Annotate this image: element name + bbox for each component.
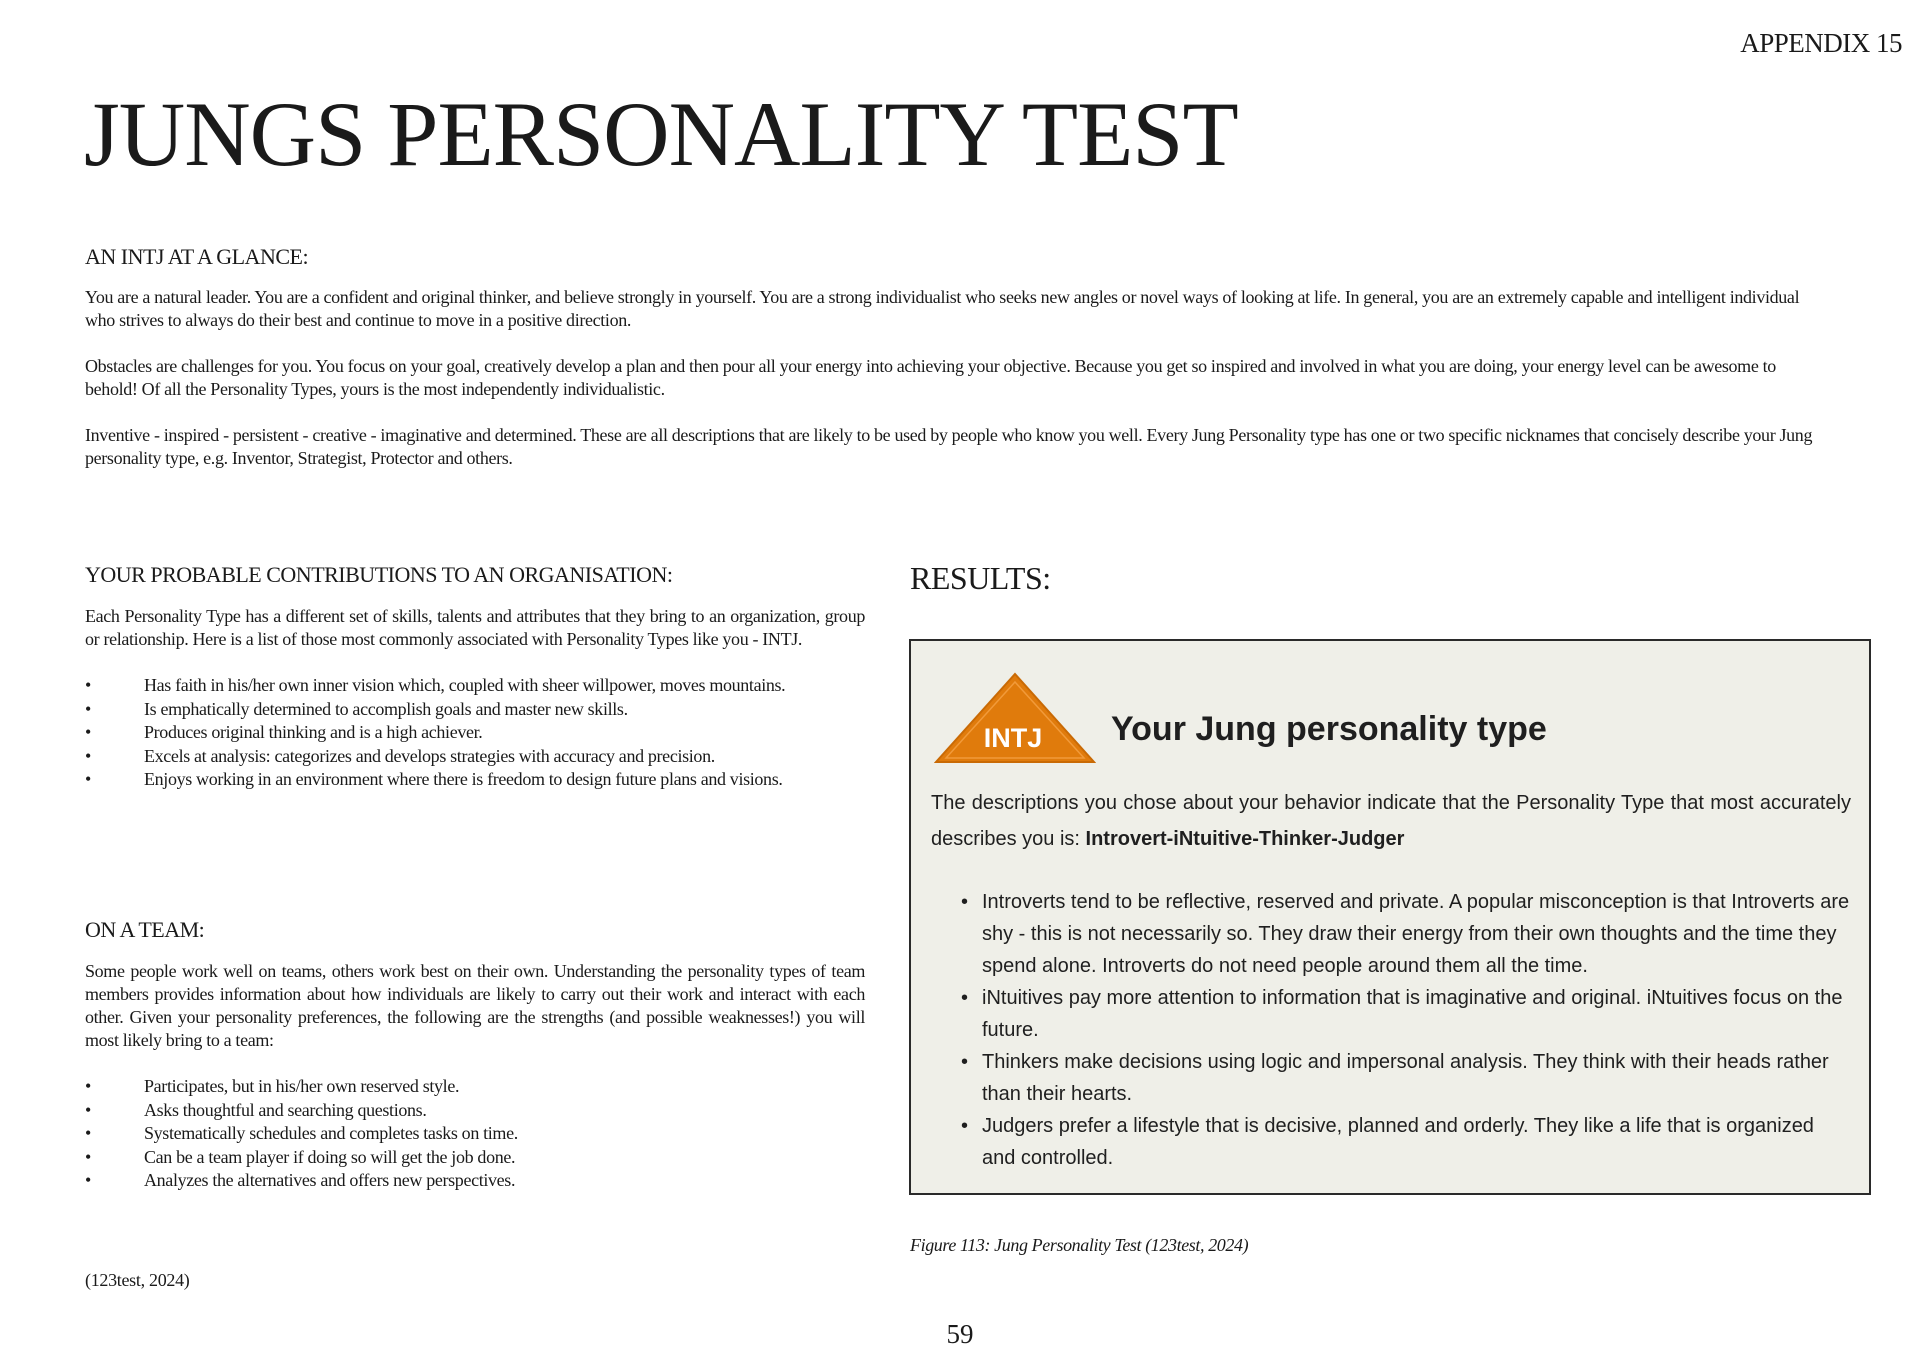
badge-label: INTJ — [983, 723, 1043, 753]
appendix-label: APPENDIX 15 — [1740, 28, 1902, 58]
team-intro: Some people work well on teams, others work best on their own. Understanding the personality types of team members provides information about how individuals are likely to carry out their work and interact with each other. Given your personality preferences, the following are the strengths (and possible weaknesses!) you will most likely bring to a team: — [85, 961, 865, 1050]
list-item: • Judgers prefer a lifestyle that is decisive, planned and orderly. They like a life that is organized and controlled. — [931, 1110, 1851, 1174]
bullet-icon: • — [85, 698, 91, 719]
result-screenshot-card — [909, 639, 1871, 1195]
bullet-icon: • — [85, 1123, 91, 1143]
bullet-icon: • — [85, 1099, 91, 1120]
list-item: • Introverts tend to be reflective, reserved and private. A popular misconception is that Introverts are shy - this is not necessarily so. They draw their energy from their own thoughts and the time they spend alone. Introverts do not need people around them all the time. — [931, 886, 1851, 982]
list-item: • Asks thoughtful and searching questions. — [85, 1099, 865, 1123]
list-item: • iNtuitives pay more attention to information that is imaginative and original. iNtuitives focus on the future. — [931, 982, 1851, 1046]
card-description: The descriptions you chose about your behavior indicate that the Personality Type that most accurately describes you is: Introvert-iNtuitive-Thinker-Judger — [931, 792, 1851, 850]
glance-paragraph-1: You are a natural leader. You are a confident and original thinker, and believe strongly in yourself. You are a strong individualist who seeks new angles or novel ways of looking at life. In general, you are an extremely capable and intelligent individual who strives to always do their best and continue to move in a positive direction. — [85, 287, 1800, 330]
contributions-heading: YOUR PROBABLE CONTRIBUTIONS TO AN ORGANISATION: — [85, 562, 673, 587]
card-list — [931, 886, 1851, 1174]
bullet-icon: • — [85, 1076, 91, 1096]
glance-heading: AN INTJ AT A GLANCE: — [85, 244, 309, 269]
list-item: • Is emphatically determined to accomplish goals and master new skills. — [85, 698, 865, 722]
list-item: • Produces original thinking and is a high achiever. — [85, 721, 865, 745]
bullet-icon: • — [85, 769, 91, 789]
bullet-icon: • — [85, 745, 91, 766]
contributions-section — [85, 562, 865, 792]
list-item: • Excels at analysis: categorizes and develops strategies with accuracy and precision. — [85, 745, 865, 769]
page-title: JUNGS PERSONALITY TEST — [84, 83, 1238, 185]
list-item: • Can be a team player if doing so will get the job done. — [85, 1146, 865, 1170]
team-heading: ON A TEAM: — [85, 917, 205, 942]
list-item: • Enjoys working in an environment where there is freedom to design future plans and visions. — [85, 768, 865, 792]
contributions-list — [85, 674, 865, 792]
team-list — [85, 1075, 865, 1193]
list-item: • Systematically schedules and completes tasks on time. — [85, 1122, 865, 1146]
team-section — [85, 917, 865, 1193]
bullet-icon: • — [85, 722, 91, 742]
figure-caption: Figure 113: Jung Personality Test (123test, 2024) — [910, 1235, 1249, 1255]
glance-paragraph-3: Inventive - inspired - persistent - creative - imaginative and determined. These are all descriptions that are likely to be used by people who know you well. Every Jung Personality type has one or two specific nicknames that concisely describe your Jung personality type, e.g. Inventor, Strategist, Protector and others. — [85, 425, 1813, 468]
glance-section — [85, 244, 1825, 493]
results-heading: RESULTS: — [910, 560, 1051, 596]
contributions-intro: Each Personality Type has a different set of skills, talents and attributes that they bring to an organization, group or relationship. Here is a list of those most commonly associated with Personality Types like you - INTJ. — [85, 606, 865, 649]
personality-type: Introvert-iNtuitive-Thinker-Judger — [1085, 828, 1405, 850]
list-item: • Has faith in his/her own inner vision which, coupled with sheer willpower, moves mountains. — [85, 674, 865, 698]
glance-paragraph-2: Obstacles are challenges for you. You focus on your goal, creatively develop a plan and then pour all your energy into achieving your objective. Because you get so inspired and involved in what you are doing, your energy level can be awesome to behold! Of all the Personality Types, yours is the most independently individualistic. — [85, 356, 1776, 399]
list-item: • Analyzes the alternatives and offers new perspectives. — [85, 1169, 865, 1193]
source-citation: (123test, 2024) — [85, 1270, 190, 1290]
list-item: • Thinkers make decisions using logic and impersonal analysis. They think with their heads rather than their hearts. — [931, 1046, 1851, 1110]
list-item: • Participates, but in his/her own reserved style. — [85, 1075, 865, 1099]
bullet-icon: • — [85, 675, 91, 695]
bullet-icon: • — [85, 1170, 91, 1190]
bullet-icon: • — [85, 1146, 91, 1167]
card-title: Your Jung personality type — [1111, 710, 1547, 748]
page-number: 59 — [946, 1319, 974, 1349]
